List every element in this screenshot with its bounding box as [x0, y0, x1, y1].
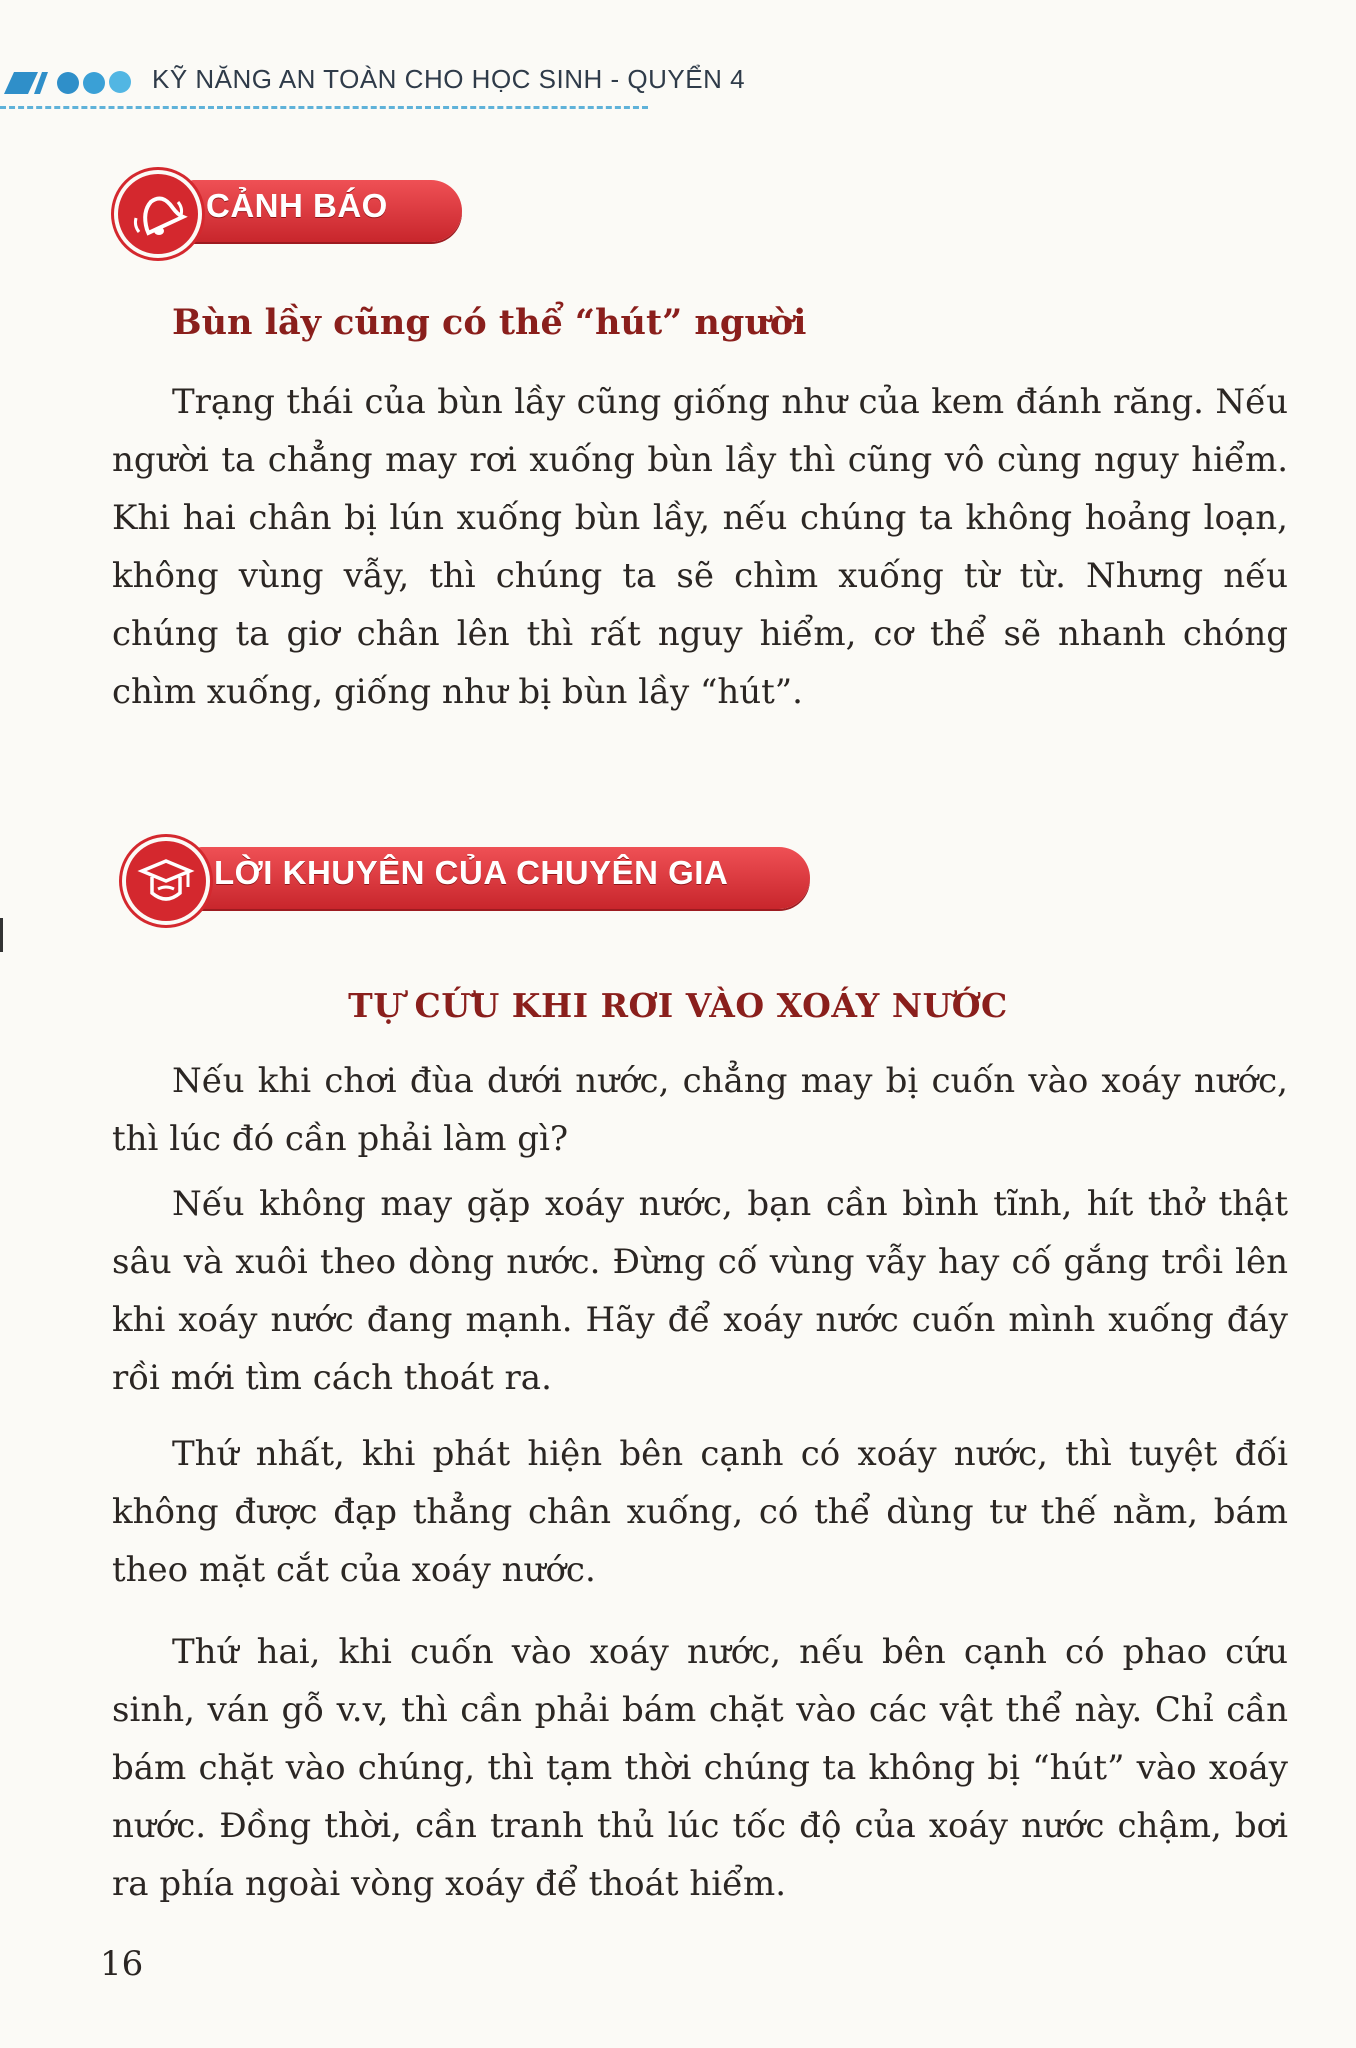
- header-divider: [0, 106, 648, 109]
- page-number: 16: [100, 1944, 144, 1984]
- advice-paragraph: Nếu khi chơi đùa dưới nước, chẳng may bị cuốn vào xoáy nước, thì lúc đó cần phải làm gì?: [112, 1061, 1288, 1159]
- banner-badge: [126, 841, 206, 921]
- book-title: KỸ NĂNG AN TOÀN CHO HỌC SINH - QUYỂN 4: [152, 64, 746, 94]
- advice-paragraph: Thứ hai, khi cuốn vào xoáy nước, nếu bên cạnh có phao cứu sinh, ván gỗ v.v, thì cần phải bám chặt vào các vật thể này. Chỉ cần bám chặt vào chúng, thì tạm thời chúng ta không bị “hút” vào xoáy nước. Đồng thời, cần tranh thủ lúc tốc độ của xoáy nước chậm, bơi ra phía ngoài vòng xoáy để thoát hiểm.: [112, 1632, 1288, 1904]
- header-decoration-icon: [4, 68, 146, 98]
- alarm-bell-icon: [128, 184, 188, 244]
- advice-paragraph: Thứ nhất, khi phát hiện bên cạnh có xoáy nước, thì tuyệt đối không được đạp thẳng chân xuống, có thể dùng tư thế nằm, bám theo mặt cắt của xoáy nước.: [112, 1434, 1288, 1590]
- expert-advice-banner-label: LỜI KHUYÊN CỦA CHUYÊN GIA: [214, 854, 729, 891]
- advice-paragraph: Nếu không may gặp xoáy nước, bạn cần bình tĩnh, hít thở thật sâu và xuôi theo dòng nước. Đừng cố vùng vẫy hay cố gắng trồi lên khi xoáy nước đang mạnh. Hãy để xoáy nước cuốn mình xuống đáy rồi mới tìm cách thoát ra.: [112, 1184, 1288, 1398]
- warning-banner: [118, 174, 462, 252]
- banner-badge: [118, 174, 198, 254]
- expert-advice-banner: [126, 841, 810, 919]
- graduate-expert-icon: [136, 851, 196, 911]
- warning-paragraph: Trạng thái của bùn lầy cũng giống như của kem đánh răng. Nếu người ta chẳng may rơi xuống bùn lầy thì cũng vô cùng nguy hiểm. Khi hai chân bị lún xuống bùn lầy, nếu chúng ta không hoảng loạn, không vùng vẫy, thì chúng ta sẽ chìm xuống từ từ. Nhưng nếu chúng ta giơ chân lên thì rất nguy hiểm, cơ thể sẽ nhanh chóng chìm xuống, giống như bị bùn lầy “hút”.: [112, 382, 1288, 712]
- warning-banner-label: CẢNH BÁO: [206, 187, 388, 224]
- page-edge-mark: [0, 918, 3, 952]
- advice-heading: TỰ CỨU KHI RƠI VÀO XOÁY NƯỚC: [348, 986, 1008, 1025]
- warning-heading: Bùn lầy cũng có thể “hút” người: [172, 302, 807, 343]
- running-header: [0, 60, 746, 110]
